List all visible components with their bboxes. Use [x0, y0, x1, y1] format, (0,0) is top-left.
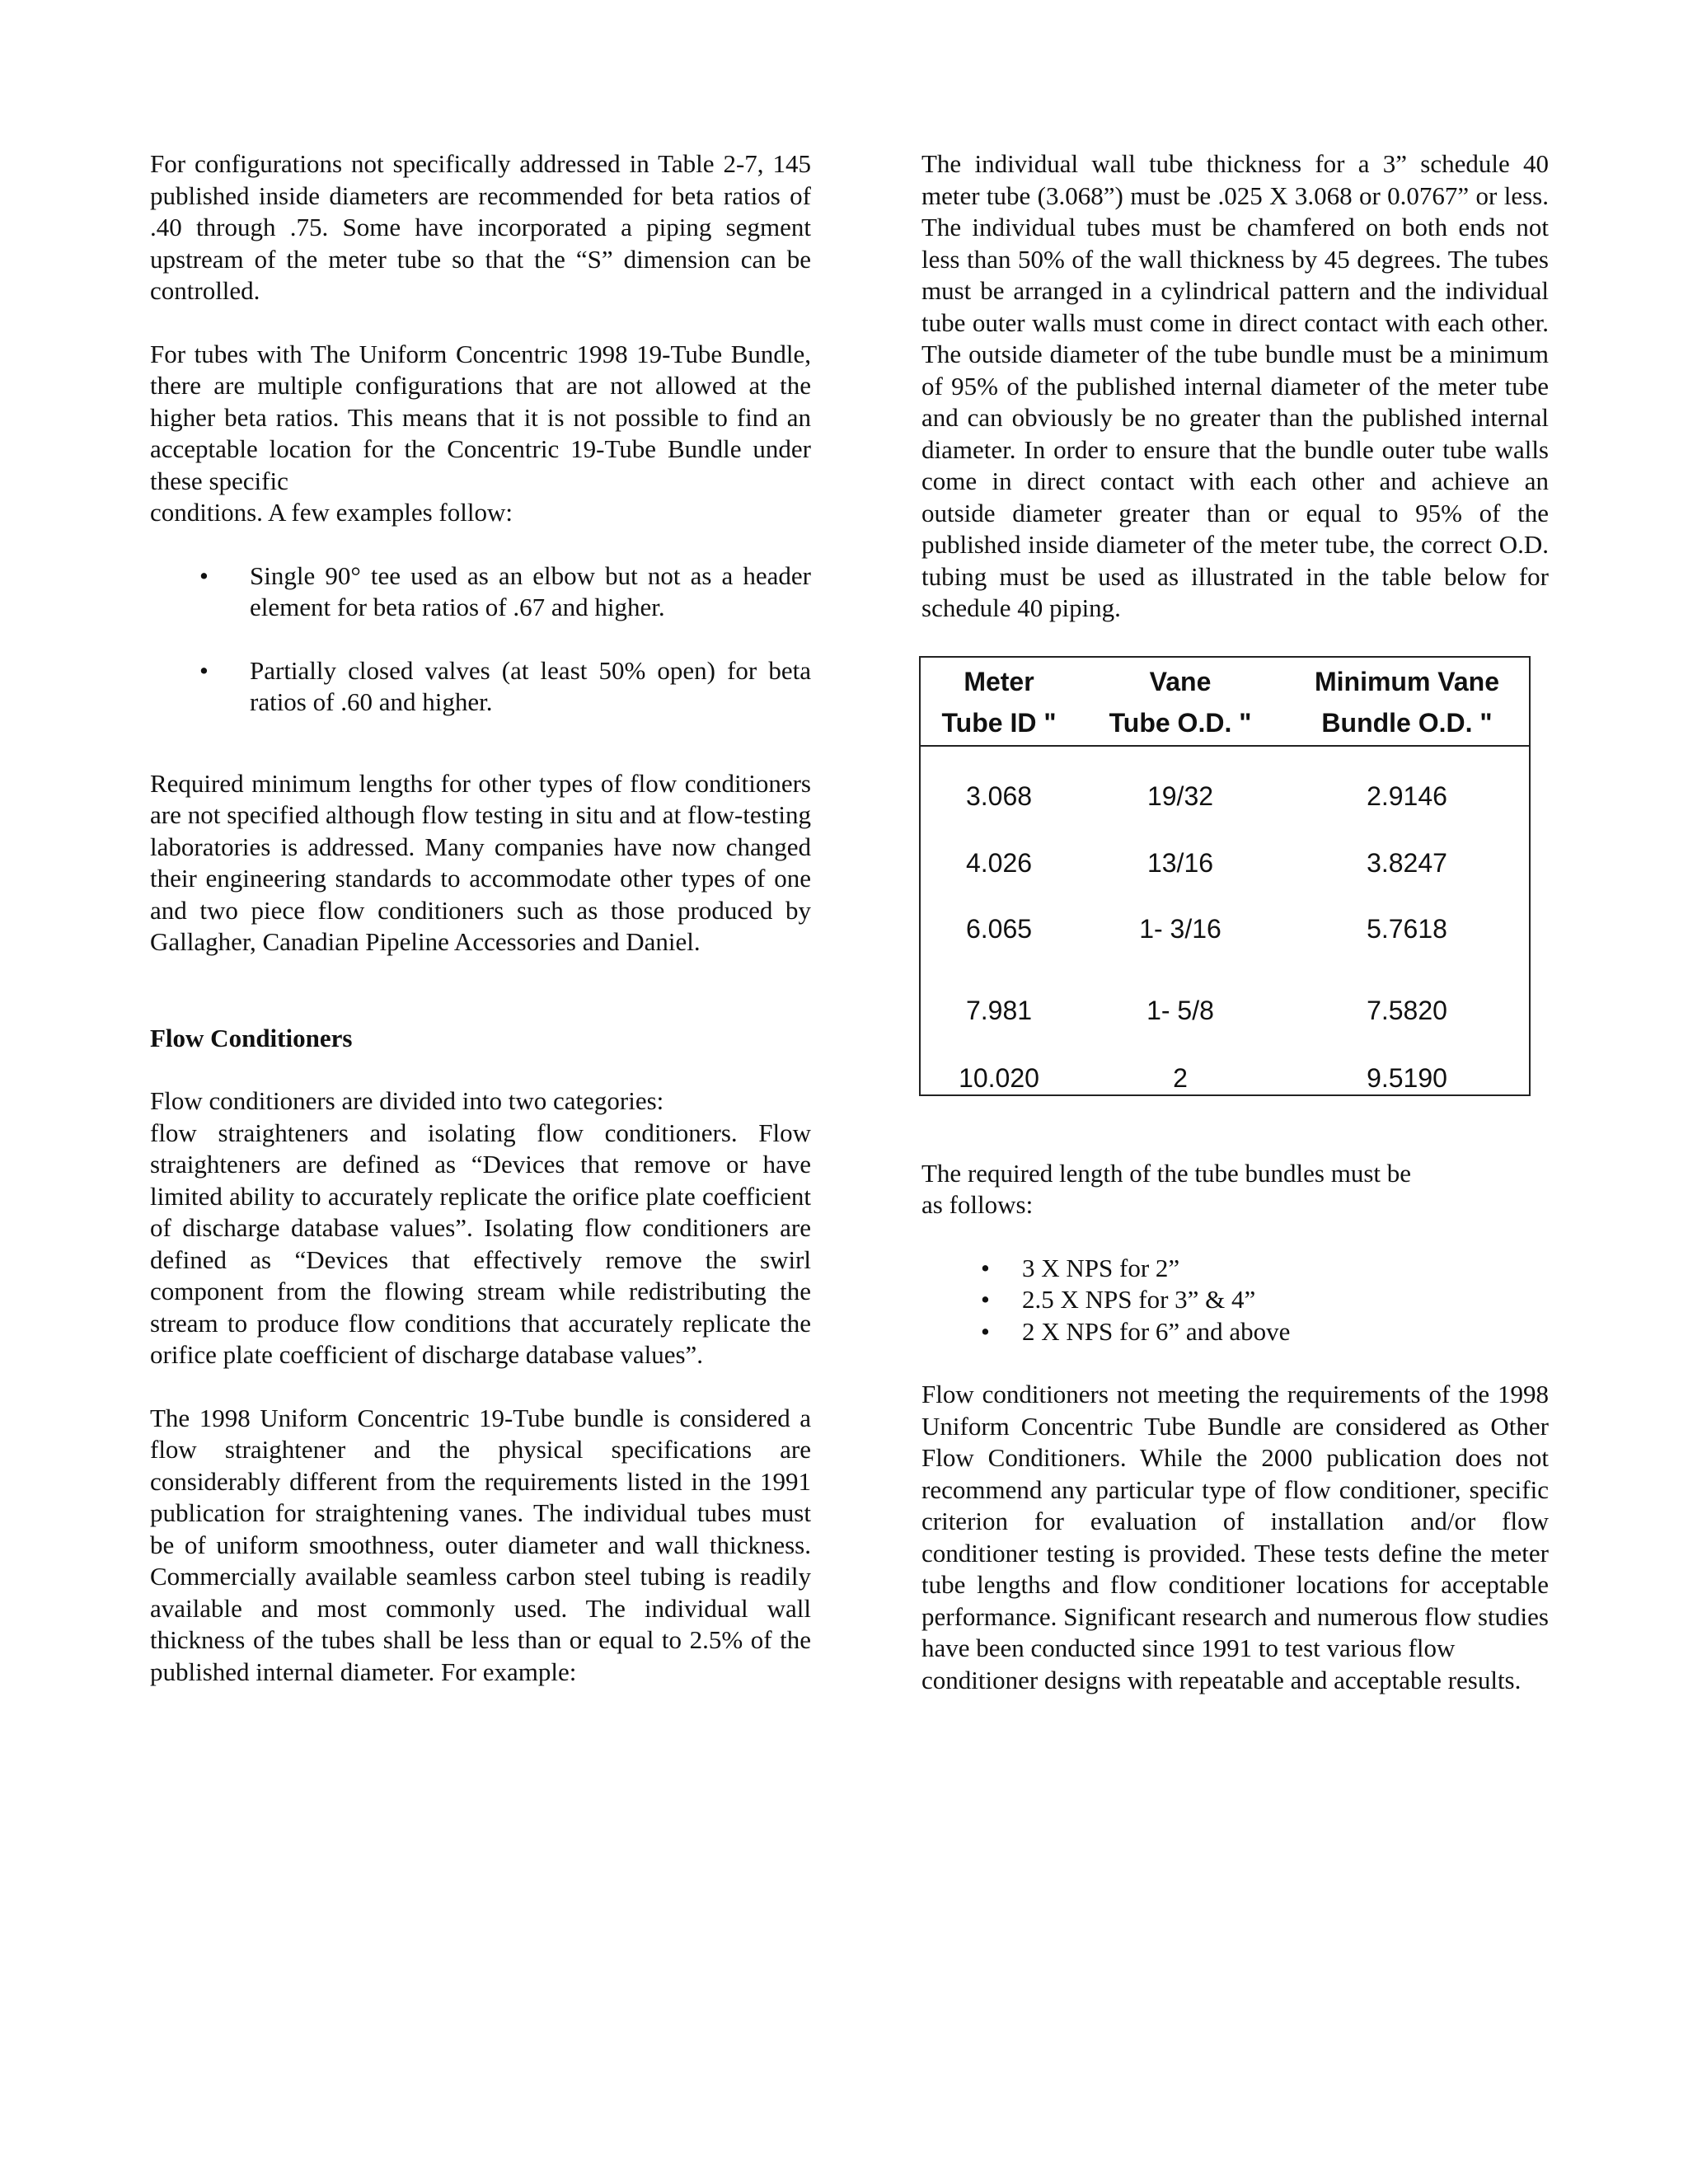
list-item: [921, 1253, 1549, 1285]
table-cell: 4.026: [965, 847, 1033, 878]
table-cell: 3.068: [965, 780, 1033, 811]
table-header: [921, 658, 1529, 747]
column-header-min-vane-bundle-od: Minimum Vane Bundle O.D. ": [1314, 666, 1500, 738]
right-paragraph-3-end: conditioner designs with repeatable and acceptable results.: [921, 1665, 1522, 1694]
right-paragraph-3: Flow conditioners not meeting the requirements of the 1998 Uniform Concentric Tube Bundle are considered as Other Flow Conditioners. While the 2000 publication does not recommend any particular type of flow conditioner, specific criterion for evaluation of installation and/or flow conditioner testing is provided. These tests define the meter tube lengths and flow conditioner locations for acceptable performance. Significant research and numerous flow studies have been conducted since 1991 to test various flow: [921, 1380, 1549, 1662]
bullet-icon: •: [199, 655, 209, 685]
table-cell: 5.7618: [1367, 913, 1447, 944]
bullet-icon: •: [199, 560, 209, 590]
list-item: [150, 560, 811, 624]
column-header-vane-tube-od: Vane Tube O.D. ": [1109, 666, 1252, 738]
list-item: [921, 1316, 1549, 1348]
left-column: [150, 148, 811, 1688]
table-cell: 10.020: [959, 1062, 1039, 1093]
table-cell: 6.065: [965, 913, 1033, 944]
section-heading: Flow Conditioners: [150, 1023, 353, 1052]
table-cell: 2.9146: [1367, 780, 1447, 811]
list-item: [921, 1284, 1549, 1316]
table-cell: 2: [1173, 1062, 1188, 1093]
table-cell: 7.5820: [1367, 995, 1447, 1025]
table-cell: 13/16: [1146, 847, 1214, 878]
table-cell: 7.981: [965, 995, 1033, 1025]
bullet-icon: •: [981, 1285, 990, 1314]
list-item-text: Single 90° tee used as an elbow but not as a header element for beta ratios of .67 and higher.: [250, 560, 811, 621]
list-item-text: 2 X NPS for 6” and above: [1022, 1316, 1291, 1346]
left-paragraph-2-end: conditions. A few examples follow:: [150, 498, 513, 527]
right-column: [921, 148, 1549, 1696]
right-paragraph-2: The required length of the tube bundles must be as follows:: [921, 1158, 1412, 1219]
bullet-icon: •: [981, 1316, 990, 1346]
list-item-text: Partially closed valves (at least 50% open) for beta ratios of .60 and higher.: [250, 655, 811, 716]
table-cell: 9.5190: [1367, 1062, 1447, 1093]
left-paragraph-5: The 1998 Uniform Concentric 19-Tube bundle is considered a flow straightener and the physical specifications are considerably different from the requirements listed in the 1991 publication for straightening vanes. The individual tubes must be of uniform smoothness, outer diameter and wall thickness. Commercially available seamless carbon steel tubing is readily available and most commonly used. The individual wall thickness of the tubes shall be less than or equal to 2.5% of the published internal diameter. For example:: [150, 1403, 811, 1686]
table-cell: 19/32: [1146, 780, 1214, 811]
table-cell: 3.8247: [1367, 847, 1447, 878]
table-cell: 1- 5/8: [1146, 995, 1214, 1025]
list-item-text: 2.5 X NPS for 3” & 4”: [1022, 1285, 1256, 1314]
left-paragraph-4-intro: Flow conditioners are divided into two categories:: [150, 1086, 664, 1115]
tube-bundle-table: [919, 656, 1531, 1096]
right-bullet-list: [921, 1253, 1549, 1348]
bullet-icon: •: [981, 1253, 990, 1282]
list-item-text: 3 X NPS for 2”: [1022, 1253, 1180, 1282]
left-paragraph-3: Required minimum lengths for other types of flow conditioners are not specified although flow testing in situ and at flow-testing laboratories is addressed. Many companies have now changed their engineering standards to accommodate other types of one and two piece flow conditioners such as those produced by Gallagher, Canadian Pipeline Accessories and Daniel.: [150, 768, 811, 956]
left-bullet-list: [150, 560, 811, 719]
column-header-meter-tube-id: Meter Tube ID ": [941, 666, 1057, 738]
left-paragraph-2: For tubes with The Uniform Concentric 1998 19-Tube Bundle, there are multiple configurations that are not allowed at the higher beta ratios. This means that it is not possible to find an acceptable location for the Concentric 19-Tube Bundle under these specific: [150, 339, 811, 495]
list-item: [150, 655, 811, 719]
right-paragraph-1: The individual wall tube thickness for a 3” schedule 40 meter tube (3.068”) must be .025 X 3.068 or 0.0767” or less. The individual tubes must be chamfered on both ends not less than 50% of the wall thickness by 45 degrees. The tubes must be arranged in a cylindrical pattern and the individual tube outer walls must come in direct contact with each other. The outside diameter of the tube bundle must be a minimum of 95% of the published internal diameter of the meter tube and can obviously be no greater than the published internal diameter. In order to ensure that the bundle outer tube walls come in direct contact with each other and achieve an outside diameter greater than or equal to 95% of the published inside diameter of the meter tube, the correct O.D. tubing must be used as illustrated in the table below for schedule 40 piping.: [921, 149, 1549, 622]
table-cell: 1- 3/16: [1139, 913, 1221, 944]
left-paragraph-4: flow straighteners and isolating flow conditioners. Flow straighteners are defined as “Devices that remove or have limited ability to accurately replicate the orifice plate coefficient of discharge database values”. Isolating flow conditioners are defined as “Devices that effectively remove the swirl component from the flowing stream while redistributing the stream to produce flow conditions that accurately replicate the orifice plate coefficient of discharge database values”.: [150, 1118, 811, 1369]
left-paragraph-1: For configurations not specifically addressed in Table 2-7, 145 published inside diameters are recommended for beta ratios of .40 through .75. Some have incorporated a piping segment upstream of the meter tube so that the “S” dimension can be controlled.: [150, 149, 811, 305]
